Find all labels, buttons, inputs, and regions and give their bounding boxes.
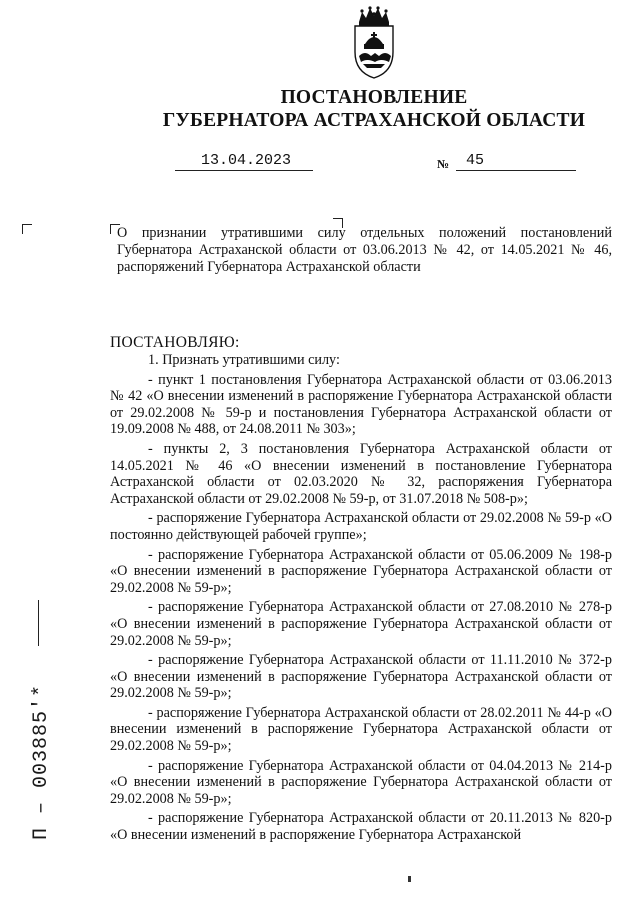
revoked-item: - пункт 1 постановления Губернатора Астраханской области от 03.06.2013 № 42 «О внесении изменений в распоряжение Губернатора Астраханской области от 29.02.2008 № 59-р и постановления Губернатора Астраханской области от 19.09.2008 № 488, от 24.08.2011 № 303»; (110, 371, 612, 438)
document-body (110, 334, 612, 844)
point-1: 1. Признать утратившими силу: (148, 352, 340, 368)
revoked-item: - распоряжение Губернатора Астраханской области от 29.02.2008 № 59-р «О постоянно действующей рабочей группе»; (110, 510, 612, 543)
side-registration-stamp: П – 003885′* (30, 683, 53, 840)
title-line-2: ГУБЕРНАТОРА АСТРАХАНСКОЙ ОБЛАСТИ (162, 110, 586, 131)
coat-of-arms-emblem (345, 6, 403, 80)
document-date: 13.04.2023 (175, 152, 313, 171)
revoked-item: - распоряжение Губернатора Астраханской области от 04.04.2013 № 214-р «О внесении изменений в распоряжение Губернатора Астраханской области от 29.02.2008 № 59-р»; (110, 757, 612, 807)
page-mark (408, 876, 411, 882)
revoked-item: - распоряжение Губернатора Астраханской области от 28.02.2011 № 44-р «О внесении изменений в распоряжение Губернатора Астраханской области от 29.02.2008 № 59-р»; (110, 704, 612, 755)
revoked-item: - пункты 2, 3 постановления Губернатора Астраханской области от 14.05.2021 № 46 «О внесении изменений в постановление Губернатора Астраханской области от 02.03.2020 № 32, распоряжения Губернатора Астраханской области от 29.02.2008 № 59-р, от 31.07.2018 № 508-р»; (110, 440, 612, 507)
margin-corner-mark (22, 224, 32, 234)
document-subject: О признании утратившими силу отдельных положений постановлений Губернатора Астраханской области от 03.06.2013 № 42, от 14.05.2021 № 46, распоряжений Губернатора Астраханской области (117, 225, 612, 275)
side-margin-line (38, 600, 39, 646)
document-title (150, 86, 598, 132)
decree-heading: ПОСТАНОВЛЯЮ: (110, 334, 240, 351)
revoked-item: - распоряжение Губернатора Астраханской области от 20.11.2013 № 820-р «О внесении изменений в распоряжение Губернатора Астраханской (110, 810, 612, 844)
revoked-item: - распоряжение Губернатора Астраханской области от 27.08.2010 № 278-р «О внесении изменений в распоряжение Губернатора Астраханской области от 29.02.2008 № 59-р»; (110, 599, 612, 649)
revoked-items-list (110, 372, 612, 844)
document-number: 45 (456, 152, 576, 171)
title-line-1: ПОСТАНОВЛЕНИЕ (280, 87, 468, 108)
revoked-item: - распоряжение Губернатора Астраханской области от 05.06.2009 № 198-р «О внесении изменений в распоряжение Губернатора Астраханской области от 29.02.2008 № 59-р»; (110, 546, 612, 596)
number-sign: № (437, 157, 450, 171)
revoked-item: - распоряжение Губернатора Астраханской области от 11.11.2010 № 372-р «О внесении изменений в распоряжение Губернатора Астраханской области от 29.02.2008 № 59-р»; (110, 652, 612, 702)
